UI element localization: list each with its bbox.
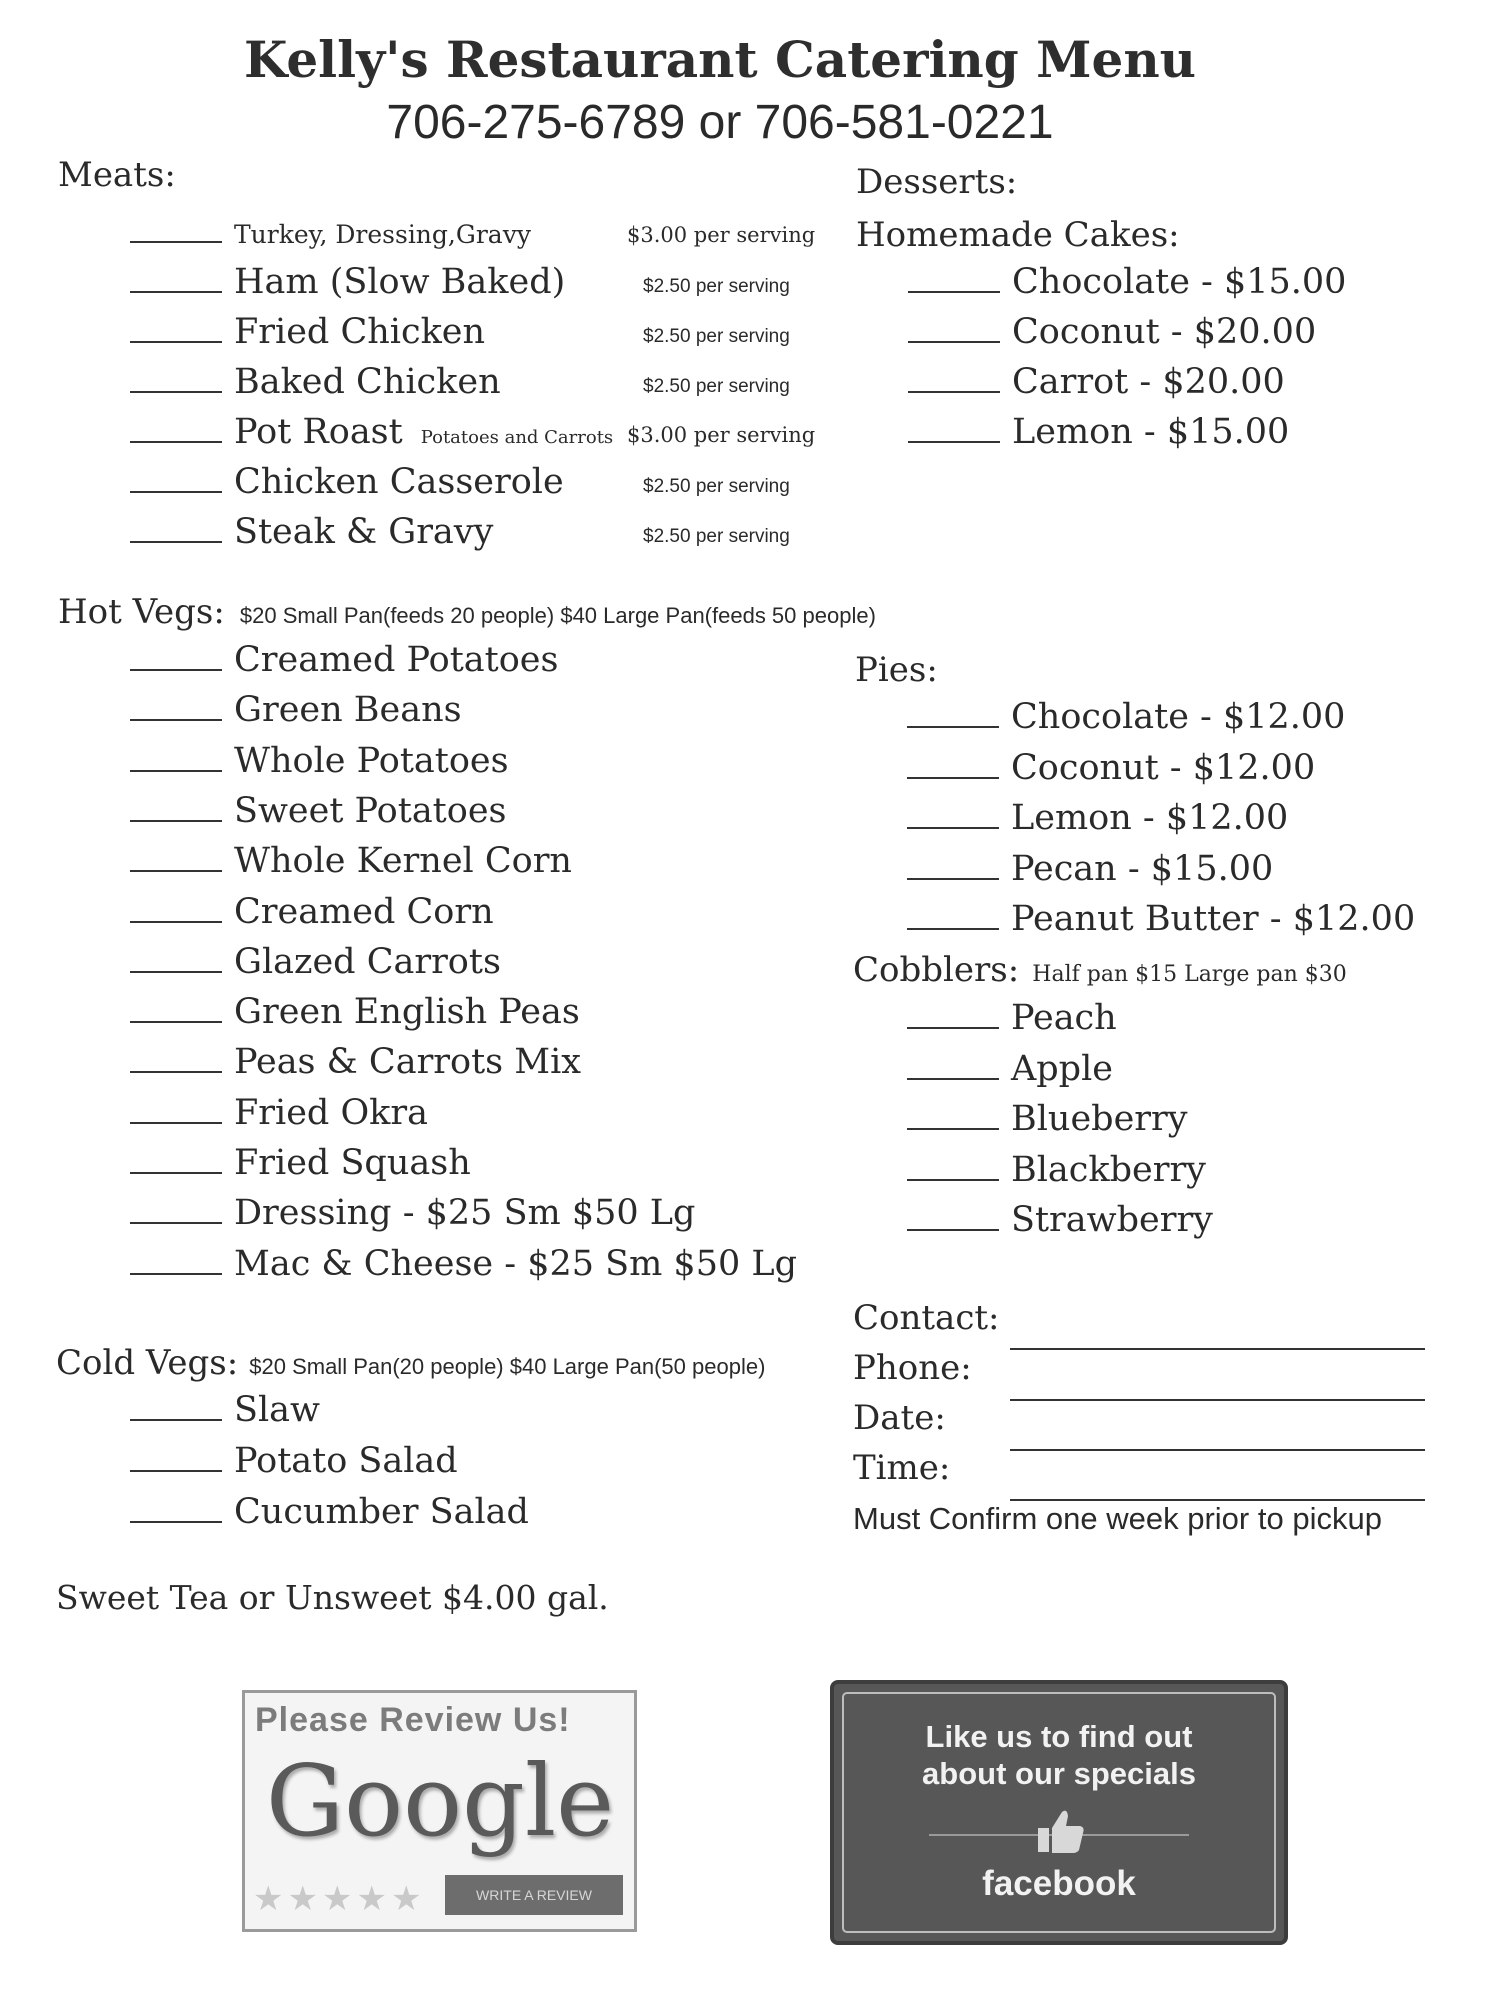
quantity-blank[interactable] [907,878,999,880]
quantity-blank[interactable] [907,1078,999,1080]
google-review-badge[interactable] [242,1690,637,1932]
date-field[interactable] [1010,1436,1425,1455]
item-label: Peanut Butter - $12.00 [1011,899,1416,939]
quantity-blank[interactable] [130,921,222,923]
cold-veg-item [130,1441,458,1481]
google-logo: Google [265,1745,615,1859]
cobbler-item [907,998,1117,1038]
cold-vegs-heading: Cold Vegs: [56,1343,239,1383]
item-label: Ham (Slow Baked) [234,262,566,302]
quantity-blank[interactable] [907,928,999,930]
quantity-blank[interactable] [908,341,1000,343]
item-price: $2.50 per serving [643,476,790,497]
item-label: Lemon - $12.00 [1011,798,1289,838]
quantity-blank[interactable] [907,1027,999,1029]
hot-veg-item [130,841,572,881]
item-label: Chocolate - $15.00 [1012,262,1347,302]
quantity-blank[interactable] [130,1071,222,1073]
quantity-blank[interactable] [907,777,999,779]
hot-veg-item [130,1244,797,1284]
item-label: Potato Salad [234,1441,458,1481]
item-label: Mac & Cheese - $25 Sm $50 Lg [234,1243,798,1284]
item-label: Dressing - $25 Sm $50 Lg [234,1193,696,1234]
quantity-blank[interactable] [908,391,1000,393]
item-note: Potatoes and Carrots [420,427,614,448]
quantity-blank[interactable] [130,391,222,393]
cobbler-item [907,1099,1188,1139]
star-icon[interactable]: ★ [253,1879,288,1919]
item-label: Baked Chicken [234,362,501,402]
pie-item [907,748,1315,788]
quantity-blank[interactable] [130,491,222,493]
quantity-blank[interactable] [130,1521,222,1523]
cobblers-header [853,950,1347,990]
fb-line1: Like us to find out [925,1719,1193,1754]
quantity-blank[interactable] [130,971,222,973]
hot-veg-item [130,1093,428,1133]
quantity-blank[interactable] [130,1172,222,1174]
cake-item [908,312,1316,352]
item-label: Blackberry [1011,1149,1206,1190]
quantity-blank[interactable] [130,341,222,343]
item-price: $3.00 per serving [627,423,816,447]
item-label: Fried Okra [234,1092,428,1133]
item-label: Green English Peas [234,992,580,1033]
phone-label: Phone: [853,1348,972,1388]
meats-heading: Meats: [58,155,176,195]
cobbler-item [907,1200,1213,1240]
star-icon[interactable]: ★ [390,1879,426,1919]
hot-veg-item [130,1193,695,1233]
contact-field[interactable] [1010,1335,1425,1354]
item-label: Slaw [234,1390,320,1430]
item-label: Whole Potatoes [234,740,509,781]
item-label: Turkey, Dressing,Gravy [234,220,531,249]
item-label: Glazed Carrots [234,941,501,982]
cold-veg-item [130,1390,320,1430]
item-label: Fried Chicken [234,312,486,352]
quantity-blank[interactable] [130,1419,222,1421]
confirm-note: Must Confirm one week prior to pickup [853,1501,1382,1536]
item-label: Creamed Corn [234,891,494,932]
hot-veg-item [130,690,462,730]
cobblers-heading: Cobblers: [853,950,1020,990]
cobblers-pricing: Half pan $15 Large pan $30 [1032,962,1347,987]
pie-item [907,697,1345,737]
facebook-logo: facebook [982,1864,1136,1903]
rating-stars [253,1879,425,1919]
quantity-blank[interactable] [907,827,999,829]
cold-veg-item [130,1492,529,1532]
cake-item [908,412,1289,452]
quantity-blank[interactable] [130,241,222,243]
page-title: Kelly's Restaurant Catering Menu [243,30,1197,89]
desserts-heading: Desserts: [856,162,1018,202]
quantity-blank[interactable] [130,291,222,293]
star-icon[interactable]: ★ [287,1879,322,1919]
item-label: Peas & Carrots Mix [234,1042,582,1083]
meat-item [130,362,790,402]
item-price: $2.50 per serving [643,326,790,347]
quantity-blank[interactable] [130,541,222,543]
item-label: Green Beans [234,690,462,731]
meat-item [130,462,790,502]
item-label: Creamed Potatoes [234,640,559,680]
meat-item [130,262,790,302]
quantity-blank[interactable] [130,719,222,721]
item-label: Strawberry [1011,1200,1213,1240]
quantity-blank[interactable] [130,669,222,671]
star-icon[interactable]: ★ [321,1879,357,1919]
item-label: Apple [1011,1048,1113,1089]
quantity-blank[interactable] [908,441,1000,443]
item-label: Cucumber Salad [234,1492,529,1532]
cobbler-item [907,1049,1113,1089]
cold-vegs-header [56,1343,765,1383]
star-icon[interactable]: ★ [356,1879,391,1919]
quantity-blank[interactable] [130,441,222,443]
facebook-badge[interactable] [830,1680,1288,1945]
item-label: Chocolate - $12.00 [1011,697,1346,737]
hot-veg-item [130,640,558,680]
pie-item [907,849,1273,889]
quantity-blank[interactable] [130,1021,222,1023]
meat-item [130,312,790,352]
item-label: Steak & Gravy [234,512,494,552]
time-label: Time: [853,1448,951,1488]
hot-vegs-header [58,592,876,632]
item-label: Sweet Potatoes [234,790,507,831]
meat-item [130,212,816,252]
item-label: Coconut - $20.00 [1012,312,1317,352]
item-label: Carrot - $20.00 [1012,362,1285,402]
quantity-blank[interactable] [130,1122,222,1124]
pie-item [907,899,1415,939]
item-label: Pecan - $15.00 [1011,848,1274,889]
phone-numbers: 706-275-6789 or 706-581-0221 [386,96,1054,149]
quantity-blank[interactable] [908,291,1000,293]
cake-item [908,262,1346,302]
cakes-heading: Homemade Cakes: [856,215,1180,255]
quantity-blank[interactable] [907,1128,999,1130]
quantity-blank[interactable] [130,870,222,872]
date-label: Date: [853,1398,946,1438]
thumbs-up-icon [1034,1804,1088,1858]
item-label: Fried Squash [234,1143,471,1183]
fb-line2: about our specials [922,1756,1196,1791]
hot-veg-item [130,791,507,831]
write-review-button[interactable]: WRITE A REVIEW [445,1875,623,1915]
quantity-blank[interactable] [130,820,222,822]
hot-vegs-heading: Hot Vegs: [58,592,225,632]
item-price: $3.00 per serving [627,223,816,247]
quantity-blank[interactable] [130,1470,222,1472]
pies-heading: Pies: [855,650,938,690]
quantity-blank[interactable] [907,1229,999,1231]
meat-item [130,412,816,452]
item-price: $2.50 per serving [643,276,790,297]
item-label: Peach [1011,998,1117,1038]
item-label: Pot Roast [234,412,403,452]
hot-veg-item [130,942,501,982]
item-label: Whole Kernel Corn [234,841,572,882]
google-badge-heading: Please Review Us! [255,1701,571,1739]
contact-label: Contact: [853,1298,1000,1338]
item-price: $2.50 per serving [643,526,790,547]
hot-veg-item [130,1143,471,1183]
item-label: Lemon - $15.00 [1012,412,1290,452]
drinks-line: Sweet Tea or Unsweet $4.00 gal. [56,1578,609,1617]
hot-veg-item [130,1042,581,1082]
cobbler-item [907,1150,1206,1190]
quantity-blank[interactable] [907,726,999,728]
quantity-blank[interactable] [907,1179,999,1181]
quantity-blank[interactable] [130,1222,222,1224]
item-label: Coconut - $12.00 [1011,747,1316,788]
meat-item [130,512,790,552]
item-price: $2.50 per serving [643,376,790,397]
item-label: Chicken Casserole [234,462,564,502]
hot-veg-item [130,741,509,781]
hot-vegs-pricing: $20 Small Pan(feeds 20 people) $40 Large Pan(feeds 50 people) [239,603,876,628]
hot-veg-item [130,892,494,932]
item-label: Blueberry [1011,1099,1188,1139]
cake-item [908,362,1285,402]
phone-field[interactable] [1010,1386,1425,1405]
cold-vegs-pricing: $20 Small Pan(20 people) $40 Large Pan(50 people) [249,1354,766,1379]
quantity-blank[interactable] [130,1273,222,1275]
pie-item [907,798,1288,838]
hot-veg-item [130,992,580,1032]
quantity-blank[interactable] [130,770,222,772]
